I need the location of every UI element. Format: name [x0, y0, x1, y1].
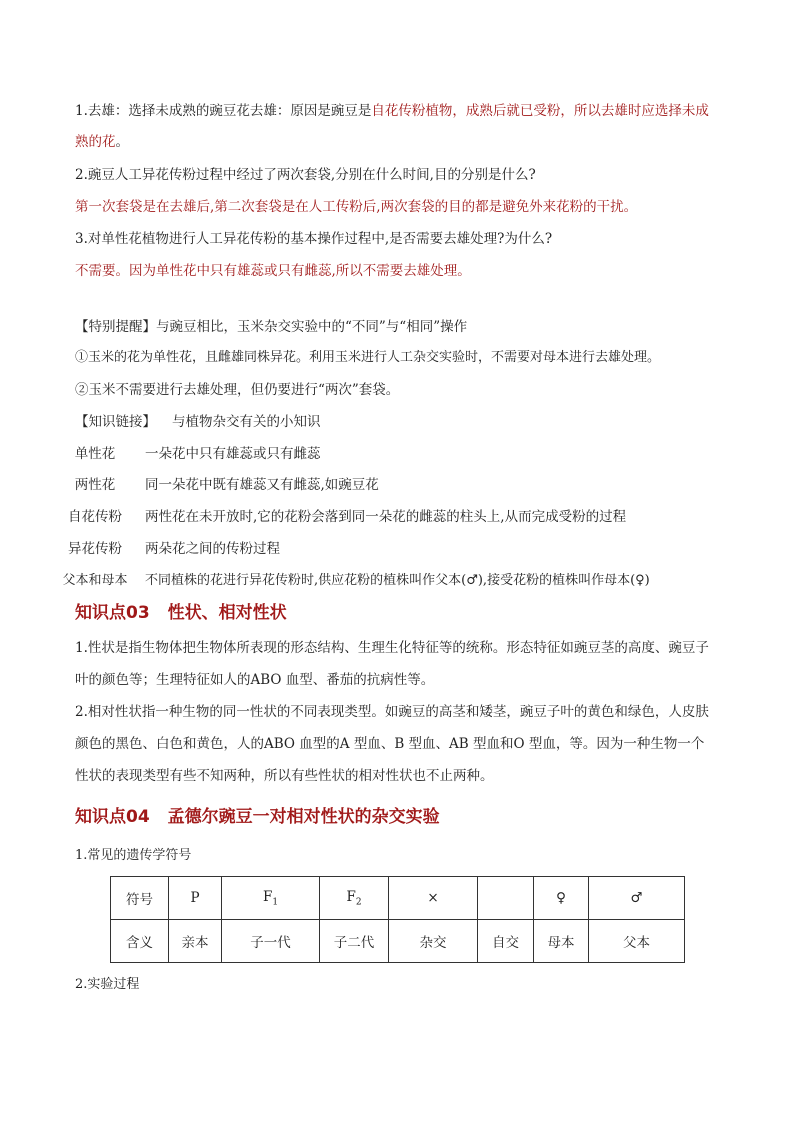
section-03-paragraph-1-cont: 叶的颜色等；生理特征如人的ABO 血型、番茄的抗病性等。: [75, 672, 435, 688]
table-cell: [478, 877, 534, 920]
term-name: 两性花: [74, 477, 116, 493]
section-04-heading: [75, 802, 440, 827]
table-cell: ♂: [589, 877, 685, 920]
table-cell: 符号: [111, 877, 169, 920]
symbol-f: F: [346, 888, 356, 905]
reminder-point-2: ②玉米不需要进行去雄处理，但仍要进行“两次”套袋。: [75, 382, 400, 398]
term-row: [55, 475, 379, 495]
table-cell: 父本: [589, 920, 685, 963]
section-03-paragraph-2: 2.相对性状指一种生物的同一性状的不同表现类型。如豌豆的高茎和矮茎，豌豆子叶的黄色和绿色，人皮肤: [75, 704, 709, 720]
table-cell: 自交: [478, 920, 534, 963]
table-cell: 杂交: [389, 920, 478, 963]
section-03-paragraph-1: 1.性状是指生物体把生物体所表现的形态结构、生理生化特征等的统称。形态特征如豌豆茎的高度、豌豆子: [75, 640, 709, 656]
question-3: 3.对单性花植物进行人工异花传粉的基本操作过程中,是否需要去雄处理?为什么?: [75, 231, 553, 247]
section-title: 孟德尔豌豆一对相对性状的杂交实验: [167, 807, 440, 827]
experiment-subheading: 2.实验过程: [75, 977, 140, 992]
item1-line2: [75, 132, 129, 152]
section-03-paragraph-2-end: 性状的表现类型有些不知两种，所以有些性状的相对性状也不止两种。: [75, 768, 494, 784]
term-definition: 两朵花之间的传粉过程: [145, 541, 280, 557]
table-cell: 亲本: [169, 920, 222, 963]
term-name: 单性花: [74, 446, 116, 462]
term-name: 自花传粉: [68, 509, 122, 525]
item1-text: 1.去雄：选择未成熟的豌豆花去雄：原因是豌豆是自花传粉植物，成熟后就已受粉，所以去雄时应选择未成: [75, 103, 709, 119]
knowledge-link-subtitle: 与植物杂交有关的小知识: [172, 414, 321, 430]
term-definition: 不同植株的花进行异花传粉时,供应花粉的植株叫作父本(♂),接受花粉的植株叫作母本(♀): [145, 573, 650, 588]
section-number: 知识点03: [75, 603, 150, 623]
table-cell: P: [169, 877, 222, 920]
item1-line1: [75, 101, 709, 121]
table-row: [111, 920, 685, 963]
section-number: 知识点04: [75, 807, 150, 827]
term-row: [55, 539, 280, 559]
symbols-subheading: 1.常见的遗传学符号: [75, 848, 192, 863]
table-cell: 子二代: [320, 920, 389, 963]
question-2: 2.豌豆人工异花传粉过程中经过了两次套袋,分别在什么时间,目的分别是什么?: [75, 167, 536, 183]
term-name: 父本和母本: [62, 573, 128, 588]
section-03-heading: [75, 598, 287, 623]
answer-2: 第一次套袋是在去雄后,第二次套袋是在人工传粉后,两次套袋的目的都是避免外来花粉的干扰。: [75, 199, 638, 215]
term-name: 异花传粉: [68, 541, 122, 557]
table-cell: 含义: [111, 920, 169, 963]
term-row: [55, 444, 321, 464]
symbol-f: F: [262, 888, 273, 905]
answer-3: 不需要。因为单性花中只有雄蕊或只有雌蕊,所以不需要去雄处理。: [75, 263, 471, 279]
table-cell: 母本: [534, 920, 589, 963]
table-cell: [320, 877, 389, 920]
term-row: [55, 571, 650, 591]
table-cell: ♀: [534, 877, 589, 920]
genetic-symbols-table: [110, 876, 685, 963]
reminder-point-1: ①玉米的花为单性花，且雌雄同株异花。利用玉米进行人工杂交实验时，不需要对母本进行去雄处理。: [75, 350, 661, 365]
term-definition: 同一朵花中既有雄蕊又有雌蕊,如豌豆花: [145, 477, 379, 493]
item1-text-cont: 熟的花。: [75, 134, 129, 150]
term-row: [55, 507, 626, 527]
section-title: 性状、相对性状: [167, 603, 287, 623]
knowledge-link-title: 【知识链接】: [75, 414, 156, 430]
knowledge-link-heading: [75, 412, 321, 432]
term-definition: 两性花在未开放时,它的花粉会落到同一朵花的雌蕊的柱头上,从而完成受粉的过程: [145, 509, 627, 525]
subscript: 2: [355, 897, 362, 908]
term-definition: 一朵花中只有雄蕊或只有雌蕊: [145, 446, 321, 462]
table-row: [111, 877, 685, 920]
subscript: 1: [272, 897, 279, 908]
table-cell: [222, 877, 320, 920]
table-cell: 子一代: [222, 920, 320, 963]
table-cell: ×: [389, 877, 478, 920]
reminder-title: 【特别提醒】与豌豆相比，玉米杂交实验中的“不同”与“相同”操作: [75, 319, 468, 335]
section-03-paragraph-2-cont: 颜色的黑色、白色和黄色，人的ABO 血型的A 型血、B 型血、AB 型血和O 型血，等。因为一种生物一个: [75, 736, 705, 752]
